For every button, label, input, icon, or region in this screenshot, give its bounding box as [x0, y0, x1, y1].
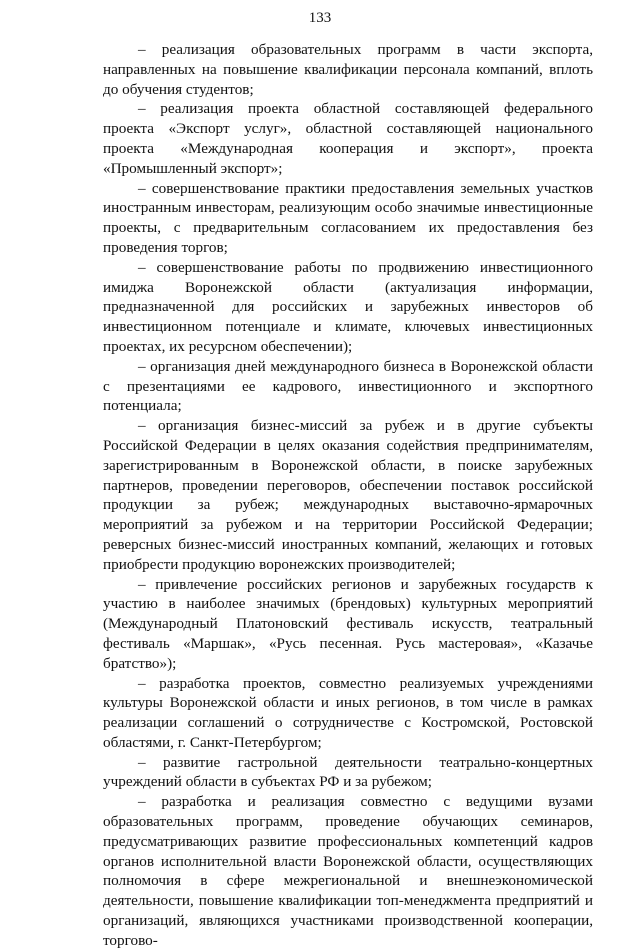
list-item: – привлечение российских регионов и зарубежных государств к участию в наиболее значимых (брендовых) культурных мероприятий (Международный Платоновский фестиваль искусств, театральный фестиваль «Маршак», «Русь песенная. Русь мастеровая», «Казачье братство»);	[103, 575, 593, 672]
list-item: – реализация образовательных программ в части экспорта, направленных на повышение квалификации персонала компаний, вплоть до обучения студентов;	[103, 41, 593, 98]
list-item: – организация бизнес-миссий за рубеж и в другие субъекты Российской Федерации в целях оказания содействия предпринимателям, зарегистрированным в Воронежской области, в поиске зарубежных партнеров, проведении переговоров, обеспечении поставок российской продукции за рубеж; международных выставочно-ярмарочных мероприятий за рубежом и на территории Российской Федерации; реверсных бизнес-миссий иностранных компаний, желающих и готовых приобрести продукцию воронежских производителей;	[103, 417, 593, 573]
page-number: 133	[308, 10, 332, 26]
list-item: – разработка и реализация совместно с ведущими вузами образовательных программ, проведение обучающих семинаров, предусматривающих развитие профессиональных компетенций кадров органов исполнительной власти Воронежской области, осуществляющих полномочия в сфере межрегиональной и внешнеэкономической деятельности, повышение квалификации топ-менеджмента предприятий и организаций, являющихся участниками производственной кооперации, торгово-	[103, 793, 593, 949]
list-item: – развитие гастрольной деятельности театрально-концертных учреждений области в субъектах РФ и за рубежом;	[103, 753, 593, 791]
document-body	[103, 40, 593, 951]
list-item: – совершенствование работы по продвижению инвестиционного имиджа Воронежской области (актуализация информации, предназначенной для российских и зарубежных инвесторов об инвестиционном потенциале и климате, ключевых инвестиционных проектах, их ресурсном обеспечении);	[103, 258, 593, 355]
list-item: – организация дней международного бизнеса в Воронежской области с презентациями ее кадрового, инвестиционного и экспортного потенциала;	[103, 357, 593, 415]
list-item: – реализация проекта областной составляющей федерального проекта «Экспорт услуг», областной составляющей национального проекта «Международная кооперация и экспорт», проекта «Промышленный экспорт»;	[103, 100, 593, 177]
list-item: – совершенствование практики предоставления земельных участков иностранным инвесторам, реализующим особо значимые инвестиционные проекты, с предварительным согласованием их предоставления без проведения торгов;	[103, 179, 593, 256]
list-item: – разработка проектов, совместно реализуемых учреждениями культуры Воронежской области и иных регионов, в том числе в рамках реализации соглашений о сотрудничестве с Костромской, Ростовской областями, г. Санкт-Петербургом;	[103, 674, 593, 751]
